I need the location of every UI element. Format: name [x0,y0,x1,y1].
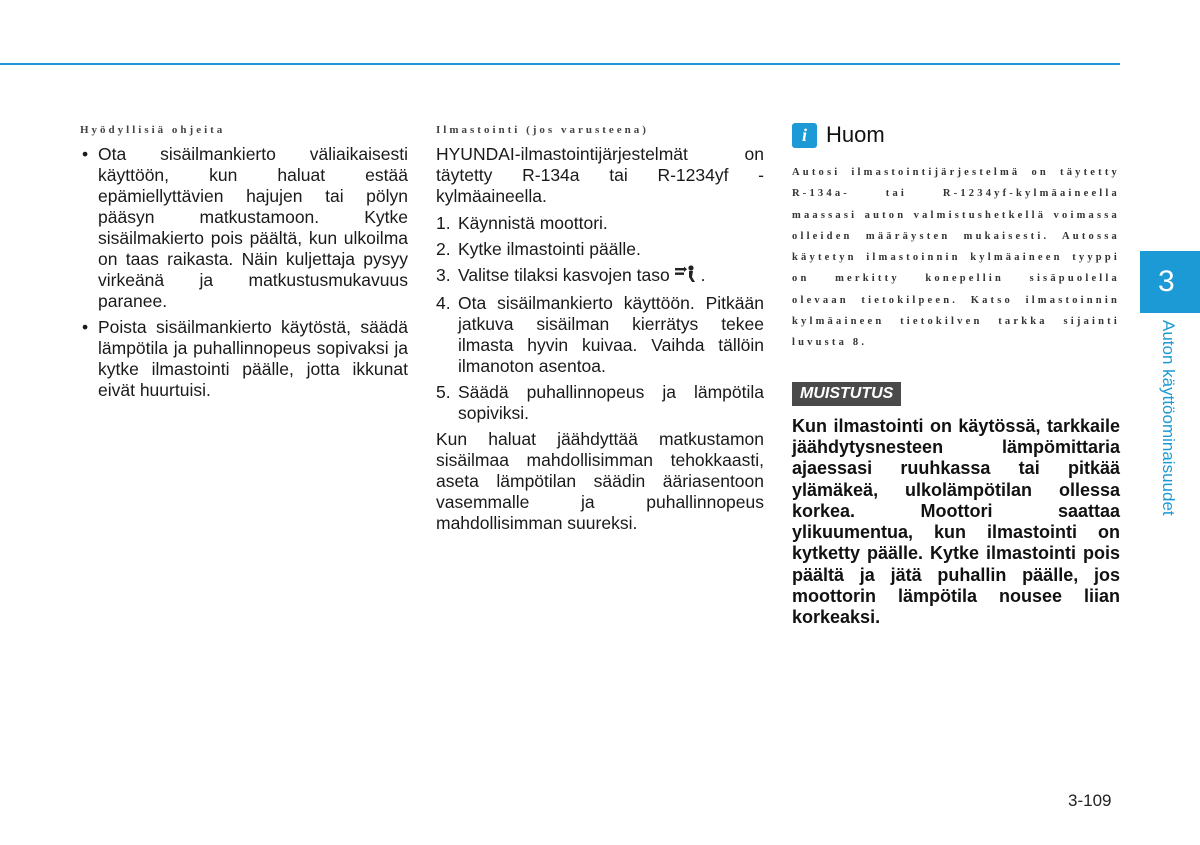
list-item [436,239,764,260]
chapter-title: Auton käyttöominaisuudet [1159,320,1178,516]
outro-paragraph: Kun haluat jäähdyttää matkustamon sisäilmaa mahdollisimman tehokkaasti, aseta lämpötilan säädin ääriasentoon vasemmalle ja puhallinnopeus mahdollisimman suureksi. [436,429,764,533]
step-number: 1. [436,213,451,233]
steps-list [436,213,764,424]
face-vent-icon [674,265,696,288]
info-icon: i [792,123,817,148]
step-suffix: . [700,265,706,286]
column-air-conditioning [436,118,764,540]
intro-paragraph: HYUNDAI-ilmastointijärjestelmät on täytetty R-134a tai R-1234yf -kylmäaineella. [436,144,764,206]
step-text: Käynnistä moottori. [458,213,608,233]
step-text: Valitse tilaksi kasvojen taso [458,265,670,286]
note-body: Autosi ilmastointijärjestelmä on täytetty R-134a- tai R-1234yf-kylmäaineella maassasi auton valmistushetkellä voimassa olleiden määräysten mukaisesti. Autossa käytetyn ilmastoinnin kylmäaineen tyyppi on merkitty konepellin sisäpuolella olevaan tietokilpeen. Katso ilmastoinnin kylmäaineen tietokilven tarkka sijainti luvusta 8. [792,167,1120,349]
list-item: • Ota sisäilmankierto väliaikaisesti käyttöön, kun haluat estää epämiellyttävien hajujen tai pölyn pääsyn matkustamoon. Kytke sisäilmakierto pois päältä, kun ulkoilma on taas raikasta. Näin kuljettaja pysyy virkeänä ja matkustusmukavuus paranee. [80,144,408,312]
step-text: Säädä puhallinnopeus ja lämpötila sopiviksi. [458,382,764,423]
note-header [792,122,1120,148]
list-item [436,265,764,288]
column-notes [792,118,1120,629]
step-number: 3. [436,265,451,285]
step-number: 4. [436,293,451,313]
list-item [436,213,764,234]
section-heading: Ilmastointi (jos varusteena) [436,124,649,136]
caution-label: MUISTUTUS [792,382,901,406]
section-heading: Hyödyllisiä ohjeita [80,124,226,136]
page-number: 3-109 [1068,791,1112,810]
list-item: • Poista sisäilmankierto käytöstä, säädä lämpötila ja puhallinnopeus sopivaksi ja kytke ilmastointi päälle, jotta ikkunat eivät huurtuisi. [80,317,408,401]
chapter-tab: 3 [1140,251,1200,313]
list-item [436,382,764,424]
column-tips [80,118,408,406]
tips-list [80,144,408,401]
step-text: Ota sisäilmankierto käyttöön. Pitkään jatkuva sisäilman kierrätys tekee ilmasta hyvin kuivaa. Vaihda tällöin ilmanoton asentoa. [458,293,764,376]
step-number: 5. [436,382,451,402]
step-number: 2. [436,239,451,259]
list-item [436,293,764,377]
step-text: Kytke ilmastointi päälle. [458,239,641,259]
caution-text: Kun ilmastointi on käytössä, tarkkaile jäähdytysnesteen lämpömittaria ajaessasi ruuhkassa tai pitkää ylämäkeä, ulkolämpötilan ollessa korkea. Moottori saattaa ylikuumentua, kun ilmastointi on kytketty päälle. Kytke ilmastointi pois päältä ja jätä puhallin päälle, jos moottorin lämpötila nousee liian korkeaksi. [792,415,1120,628]
note-title: Huom [826,122,885,147]
top-rule [0,63,1120,65]
